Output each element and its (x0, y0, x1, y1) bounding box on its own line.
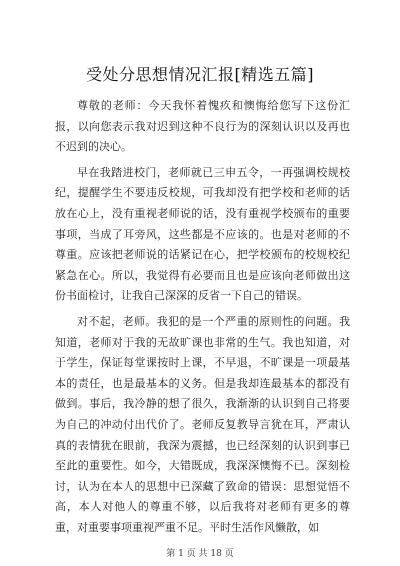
paragraph-1: 尊敬的老师：今天我怀着愧疚和懊悔给您写下这份汇报，以向您表示我对迟到这种不良行为的深刻认识以及再也不迟到的决心。 (55, 99, 350, 154)
paragraph-2: 早在我踏进校门，老师就已三申五令，一再强调校规校纪，提醒学生不要违反校规，可我却没有把学校和老师的话放在心上，没有重视老师说的话，没有重视学校颁布的重要事项，当成了耳旁风，这些都是不应该的。也是对老师的不尊重。应该把老师说的话紧记在心，把学校颁布的校规校纪紧急在心。所以，我觉得有必要而且也是应该向老师做出这份书面检讨，让我自己深深的反省一下自己的错误。 (55, 165, 350, 303)
document-title: 受处分思想情况汇报[精选五篇] (86, 65, 314, 84)
paragraph-3: 对不起，老师。我犯的是一个严重的原则性的问题。我知道，老师对于我的无故旷课也非常的生气。我也知道，对于学生，保证每堂课按时上课，不早退，不旷课是一项最基本的责任，也是最基本的义务。但是我却连最基本的都没有做到。事后，我冷静的想了很久，我渐渐的认识到自己将要为自己的冲动付出代价了。老师反复教导言犹在耳，严肃认真的表情犹在眼前，我深为震撼，也已经深刻的认识到事已至此的重要性。如今，大错既成，我深深懊悔不已。深刻检讨，认为在本人的思想中已深藏了致命的错误：思想觉悟不高，本人对他人的尊重不够，以后我将对老师有更多的尊重，对重要事项重视严重不足。平时生活作风懒散，如 (55, 314, 350, 534)
page-number-footer: 第 1 页 共 18 页 (166, 549, 234, 559)
document-body (55, 96, 350, 543)
